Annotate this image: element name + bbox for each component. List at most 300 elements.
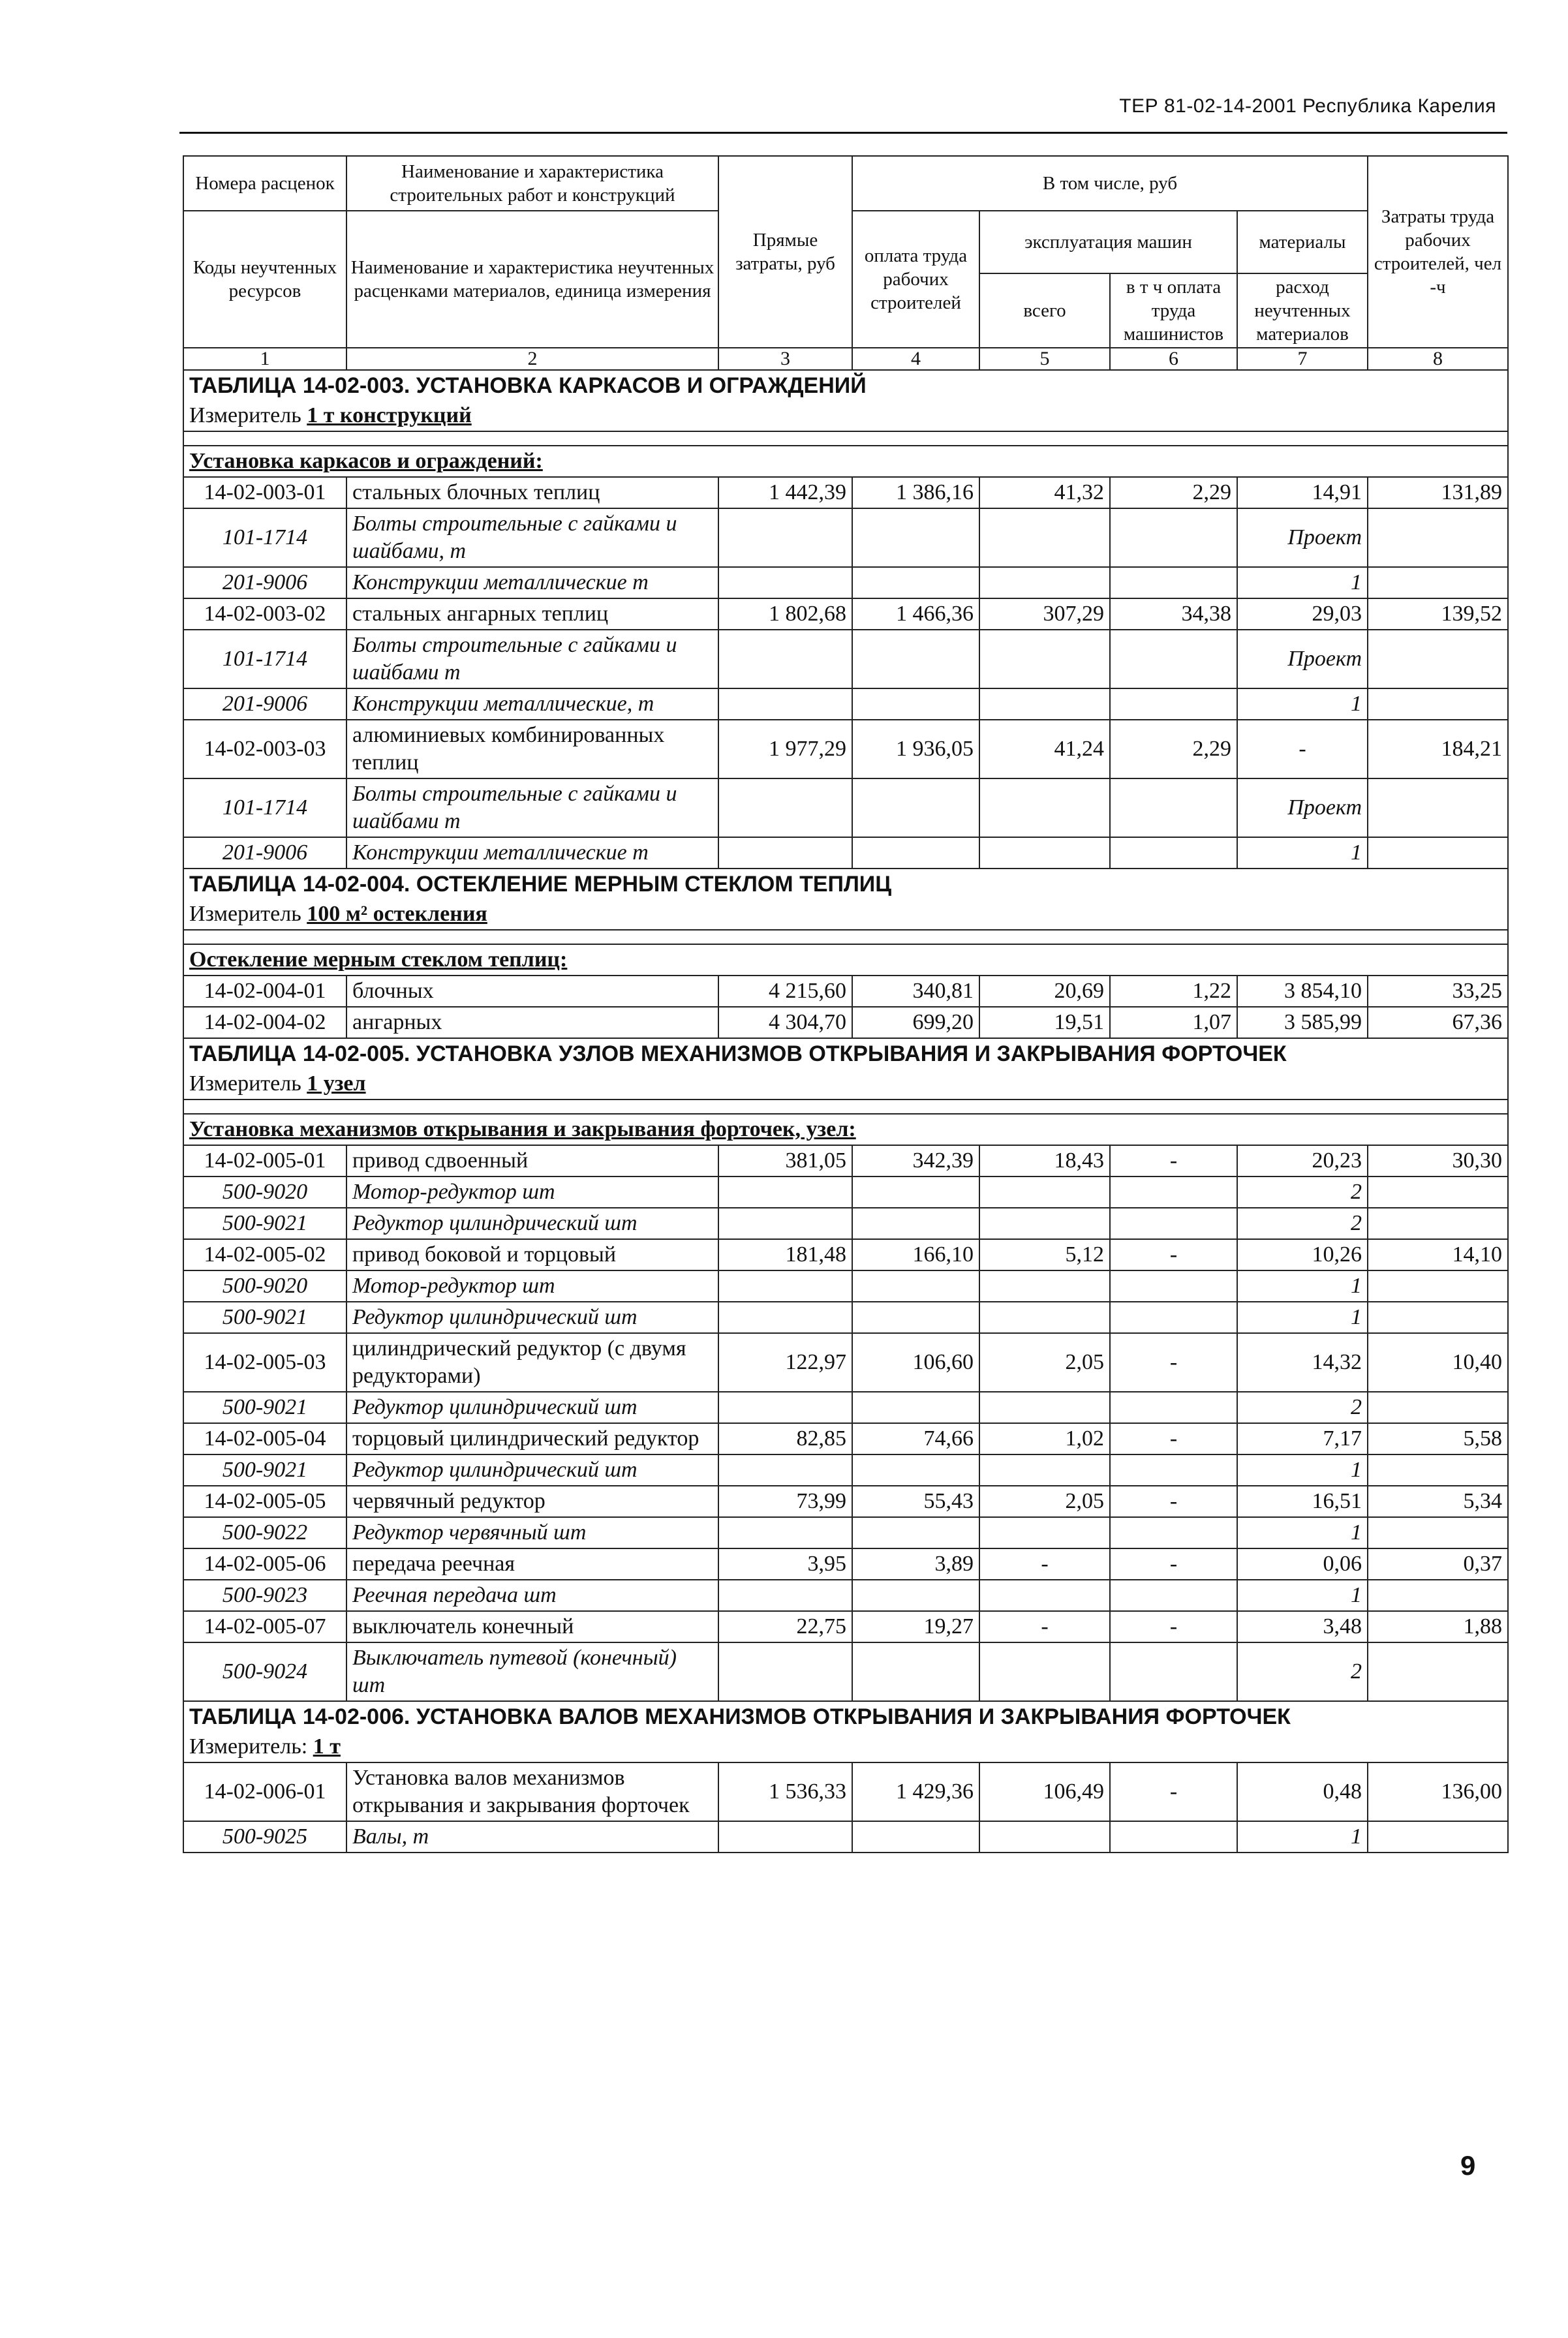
- table-cell: 2: [1237, 1177, 1368, 1208]
- table-cell: 500-9021: [183, 1392, 346, 1423]
- header-material-name: Наименование и характеристика неучтенных расценками материалов, единица измерения: [346, 211, 718, 348]
- table-cell: Конструкции металлические т: [346, 837, 718, 869]
- resource-row: [183, 1821, 1508, 1853]
- header-rate-number: Номера расценок: [183, 156, 346, 211]
- empty-cell: [1110, 1208, 1237, 1239]
- table-cell: 500-9021: [183, 1454, 346, 1486]
- table-cell: 2: [1237, 1392, 1368, 1423]
- table-cell: 1 977,29: [718, 720, 852, 778]
- table-cell: -: [1110, 1145, 1237, 1177]
- empty-cell: [1110, 1302, 1237, 1333]
- table-cell: 1 429,36: [852, 1762, 979, 1821]
- empty-cell: [1110, 508, 1237, 567]
- table-cell: 131,89: [1368, 477, 1508, 508]
- column-number: 1: [183, 348, 346, 370]
- table-cell: передача реечная: [346, 1548, 718, 1580]
- column-number: 4: [852, 348, 979, 370]
- table-cell: 500-9023: [183, 1580, 346, 1611]
- table-row: [183, 1486, 1508, 1517]
- table-cell: -: [1110, 1611, 1237, 1642]
- table-cell: 201-9006: [183, 688, 346, 720]
- empty-cell: [852, 688, 979, 720]
- resource-row: [183, 567, 1508, 598]
- empty-cell: [1110, 1177, 1237, 1208]
- resource-row: [183, 1208, 1508, 1239]
- column-numbers-row: [183, 348, 1508, 370]
- table-cell: -: [1110, 1486, 1237, 1517]
- table-cell: Проект: [1237, 508, 1368, 567]
- resource-row: [183, 778, 1508, 837]
- empty-cell: [1110, 630, 1237, 688]
- empty-cell: [183, 930, 1508, 944]
- table-cell: 34,38: [1110, 598, 1237, 630]
- table-cell: 14-02-006-01: [183, 1762, 346, 1821]
- table-cell: цилиндрический редуктор (с двумя редукторами): [346, 1333, 718, 1392]
- empty-cell: [979, 1580, 1110, 1611]
- table-cell: 14-02-004-02: [183, 1007, 346, 1038]
- table-cell: 699,20: [852, 1007, 979, 1038]
- table-cell: 14-02-003-03: [183, 720, 346, 778]
- empty-cell: [979, 508, 1110, 567]
- empty-cell: [979, 1208, 1110, 1239]
- empty-cell: [1110, 1642, 1237, 1701]
- empty-cell: [852, 1821, 979, 1853]
- table-cell: 342,39: [852, 1145, 979, 1177]
- empty-cell: [1110, 1392, 1237, 1423]
- column-number: 7: [1237, 348, 1368, 370]
- table-cell: 1: [1237, 567, 1368, 598]
- empty-cell: [1368, 567, 1508, 598]
- table-cell: привод сдвоенный: [346, 1145, 718, 1177]
- table-cell: 73,99: [718, 1486, 852, 1517]
- empty-cell: [852, 837, 979, 869]
- empty-cell: [852, 1454, 979, 1486]
- table-cell: 500-9021: [183, 1208, 346, 1239]
- table-cell: 41,24: [979, 720, 1110, 778]
- table-cell: Конструкции металлические т: [346, 567, 718, 598]
- empty-cell: [852, 1208, 979, 1239]
- column-number: 6: [1110, 348, 1237, 370]
- table-cell: 4 215,60: [718, 976, 852, 1007]
- table-cell: Редуктор цилиндрический шт: [346, 1392, 718, 1423]
- table-cell: 106,49: [979, 1762, 1110, 1821]
- table-cell: 0,48: [1237, 1762, 1368, 1821]
- empty-cell: [1110, 1270, 1237, 1302]
- table-cell: Выключатель путевой (конечный) шт: [346, 1642, 718, 1701]
- table-cell: Реечная передача шт: [346, 1580, 718, 1611]
- table-006-title: ТАБЛИЦА 14-02-006. УСТАНОВКА ВАЛОВ МЕХАНИЗМОВ ОТКРЫВАНИЯ И ЗАКРЫВАНИЯ ФОРТОЧЕК: [183, 1701, 1508, 1732]
- empty-cell: [718, 1392, 852, 1423]
- table-row: [183, 976, 1508, 1007]
- table-cell: 14-02-005-05: [183, 1486, 346, 1517]
- table-cell: 0,37: [1368, 1548, 1508, 1580]
- empty-cell: [852, 1517, 979, 1548]
- empty-cell: [1368, 1454, 1508, 1486]
- table-cell: 1 442,39: [718, 477, 852, 508]
- table-cell: 3,89: [852, 1548, 979, 1580]
- table-cell: 181,48: [718, 1239, 852, 1270]
- table-cell: 29,03: [1237, 598, 1368, 630]
- table-cell: 30,30: [1368, 1145, 1508, 1177]
- table-row: [183, 1762, 1508, 1821]
- empty-cell: [979, 1392, 1110, 1423]
- table-cell: 2,29: [1110, 720, 1237, 778]
- table-cell: 166,10: [852, 1239, 979, 1270]
- table-cell: 1: [1237, 1580, 1368, 1611]
- table-cell: 33,25: [1368, 976, 1508, 1007]
- empty-cell: [718, 1454, 852, 1486]
- column-number: 8: [1368, 348, 1508, 370]
- table-cell: 14-02-005-06: [183, 1548, 346, 1580]
- table-cell: -: [1110, 1333, 1237, 1392]
- empty-cell: [1368, 1208, 1508, 1239]
- table-cell: 1: [1237, 1302, 1368, 1333]
- table-cell: 500-9021: [183, 1302, 346, 1333]
- empty-cell: [979, 1517, 1110, 1548]
- table-cell: 1: [1237, 837, 1368, 869]
- table-cell: Редуктор цилиндрический шт: [346, 1302, 718, 1333]
- table-cell: 101-1714: [183, 630, 346, 688]
- table-004-measure: Измеритель 100 м² остекления: [183, 899, 1508, 930]
- table-cell: 10,40: [1368, 1333, 1508, 1392]
- table-cell: 14,91: [1237, 477, 1368, 508]
- table-cell: привод боковой и торцовый: [346, 1239, 718, 1270]
- table-cell: 1 802,68: [718, 598, 852, 630]
- resource-row: [183, 1454, 1508, 1486]
- table-cell: 340,81: [852, 976, 979, 1007]
- empty-cell: [1110, 1454, 1237, 1486]
- header-including: В том числе, руб: [852, 156, 1368, 211]
- empty-cell: [1368, 688, 1508, 720]
- table-cell: 2,05: [979, 1486, 1110, 1517]
- empty-cell: [979, 1642, 1110, 1701]
- table-005-section: Установка механизмов открывания и закрывания форточек, узел:: [183, 1114, 1508, 1145]
- table-cell: стальных блочных теплиц: [346, 477, 718, 508]
- table-cell: Конструкции металлические, т: [346, 688, 718, 720]
- table-cell: 1 386,16: [852, 477, 979, 508]
- table-cell: Болты строительные с гайками и шайбами т: [346, 778, 718, 837]
- table-row: [183, 720, 1508, 778]
- header-unaccounted-materials: расход неучтенных материалов: [1237, 273, 1368, 348]
- empty-cell: [718, 1302, 852, 1333]
- header-machines: эксплуатация машин: [979, 211, 1237, 273]
- empty-cell: [1368, 1392, 1508, 1423]
- empty-cell: [979, 1821, 1110, 1853]
- table-cell: 67,36: [1368, 1007, 1508, 1038]
- empty-cell: [979, 567, 1110, 598]
- empty-cell: [979, 778, 1110, 837]
- table-cell: алюминиевых комбинированных теплиц: [346, 720, 718, 778]
- table-cell: 101-1714: [183, 778, 346, 837]
- table-cell: 1: [1237, 1821, 1368, 1853]
- empty-cell: [1368, 630, 1508, 688]
- empty-cell: [1110, 778, 1237, 837]
- empty-cell: [183, 431, 1508, 446]
- table-cell: 307,29: [979, 598, 1110, 630]
- document-header: ТЕР 81-02-14-2001 Республика Карелия: [1119, 95, 1496, 117]
- table-cell: Валы, т: [346, 1821, 718, 1853]
- empty-cell: [1368, 508, 1508, 567]
- header-labor-hours: Затраты труда рабочих строителей, чел -ч: [1368, 156, 1508, 348]
- empty-cell: [852, 1270, 979, 1302]
- table-cell: Болты строительные с гайками и шайбами т: [346, 630, 718, 688]
- resource-row: [183, 508, 1508, 567]
- table-cell: выключатель конечный: [346, 1611, 718, 1642]
- empty-cell: [852, 630, 979, 688]
- table-cell: 101-1714: [183, 508, 346, 567]
- table-cell: 3,48: [1237, 1611, 1368, 1642]
- table-cell: 2: [1237, 1208, 1368, 1239]
- table-cell: 1 466,36: [852, 598, 979, 630]
- empty-cell: [1368, 837, 1508, 869]
- header-rule: [179, 132, 1507, 134]
- page-number: 9: [1460, 2150, 1476, 2181]
- table-cell: Мотор-редуктор шт: [346, 1270, 718, 1302]
- table-cell: 7,17: [1237, 1423, 1368, 1454]
- table-cell: 1 536,33: [718, 1762, 852, 1821]
- table-cell: 184,21: [1368, 720, 1508, 778]
- empty-cell: [718, 1821, 852, 1853]
- header-resource-codes: Коды неучтенных ресурсов: [183, 211, 346, 348]
- empty-cell: [979, 688, 1110, 720]
- table-cell: 381,05: [718, 1145, 852, 1177]
- table-cell: 1,22: [1110, 976, 1237, 1007]
- empty-cell: [1110, 1517, 1237, 1548]
- table-cell: Редуктор червячный шт: [346, 1517, 718, 1548]
- table-cell: ангарных: [346, 1007, 718, 1038]
- empty-cell: [852, 1580, 979, 1611]
- table-006-measure: Измеритель: 1 т: [183, 1732, 1508, 1762]
- table-cell: 5,34: [1368, 1486, 1508, 1517]
- table-cell: -: [1110, 1548, 1237, 1580]
- table-cell: 2: [1237, 1642, 1368, 1701]
- empty-cell: [979, 1454, 1110, 1486]
- rates-table: [183, 155, 1509, 1853]
- table-cell: -: [1237, 720, 1368, 778]
- table-cell: 14-02-005-04: [183, 1423, 346, 1454]
- table-cell: 1,88: [1368, 1611, 1508, 1642]
- empty-cell: [979, 1270, 1110, 1302]
- table-cell: 1: [1237, 1517, 1368, 1548]
- table-cell: 14,10: [1368, 1239, 1508, 1270]
- table-row: [183, 1333, 1508, 1392]
- empty-cell: [979, 1177, 1110, 1208]
- table-cell: -: [1110, 1239, 1237, 1270]
- table-cell: 1: [1237, 1270, 1368, 1302]
- table-cell: 10,26: [1237, 1239, 1368, 1270]
- table-cell: 55,43: [852, 1486, 979, 1517]
- table-cell: 500-9024: [183, 1642, 346, 1701]
- table-cell: 500-9020: [183, 1177, 346, 1208]
- empty-cell: [852, 1642, 979, 1701]
- table-cell: 20,23: [1237, 1145, 1368, 1177]
- table-cell: стальных ангарных теплиц: [346, 598, 718, 630]
- empty-cell: [718, 1270, 852, 1302]
- resource-row: [183, 630, 1508, 688]
- table-cell: Проект: [1237, 778, 1368, 837]
- table-cell: 1,02: [979, 1423, 1110, 1454]
- table-cell: Проект: [1237, 630, 1368, 688]
- table-003-measure: Измеритель 1 т конструкций: [183, 401, 1508, 431]
- empty-cell: [718, 778, 852, 837]
- table-cell: 14-02-005-01: [183, 1145, 346, 1177]
- resource-row: [183, 1580, 1508, 1611]
- table-cell: 14-02-003-02: [183, 598, 346, 630]
- table-cell: 18,43: [979, 1145, 1110, 1177]
- empty-cell: [718, 837, 852, 869]
- empty-cell: [1368, 1270, 1508, 1302]
- table-cell: 4 304,70: [718, 1007, 852, 1038]
- table-003-section: Установка каркасов и ограждений:: [183, 446, 1508, 477]
- table-cell: 1: [1237, 1454, 1368, 1486]
- table-row: [183, 1423, 1508, 1454]
- table-cell: 22,75: [718, 1611, 852, 1642]
- empty-cell: [718, 1580, 852, 1611]
- empty-cell: [1368, 1642, 1508, 1701]
- table-005-measure: Измеритель 1 узел: [183, 1069, 1508, 1100]
- table-004-title: ТАБЛИЦА 14-02-004. ОСТЕКЛЕНИЕ МЕРНЫМ СТЕКЛОМ ТЕПЛИЦ: [183, 869, 1508, 899]
- empty-cell: [1368, 778, 1508, 837]
- table-cell: 14,32: [1237, 1333, 1368, 1392]
- table-cell: 14-02-004-01: [183, 976, 346, 1007]
- table-row: [183, 1145, 1508, 1177]
- column-number: 5: [979, 348, 1110, 370]
- table-cell: -: [1110, 1423, 1237, 1454]
- column-number: 2: [346, 348, 718, 370]
- empty-cell: [852, 567, 979, 598]
- resource-row: [183, 1270, 1508, 1302]
- empty-cell: [183, 1100, 1508, 1114]
- header-work-name: Наименование и характеристика строительных работ и конструкций: [346, 156, 718, 211]
- empty-cell: [852, 1302, 979, 1333]
- resource-row: [183, 688, 1508, 720]
- table-cell: Редуктор цилиндрический шт: [346, 1208, 718, 1239]
- table-cell: 19,27: [852, 1611, 979, 1642]
- empty-cell: [1368, 1517, 1508, 1548]
- table-cell: 16,51: [1237, 1486, 1368, 1517]
- table-cell: 14-02-005-03: [183, 1333, 346, 1392]
- table-cell: -: [1110, 1762, 1237, 1821]
- table-cell: 136,00: [1368, 1762, 1508, 1821]
- resource-row: [183, 837, 1508, 869]
- empty-cell: [718, 1208, 852, 1239]
- table-cell: -: [979, 1548, 1110, 1580]
- empty-cell: [979, 630, 1110, 688]
- table-row: [183, 598, 1508, 630]
- table-cell: 500-9020: [183, 1270, 346, 1302]
- table-cell: 139,52: [1368, 598, 1508, 630]
- empty-cell: [718, 567, 852, 598]
- table-cell: Болты строительные с гайками и шайбами, т: [346, 508, 718, 567]
- empty-cell: [852, 1392, 979, 1423]
- header-machinist-pay: в т ч оплата труда машинистов: [1110, 273, 1237, 348]
- table-cell: 3,95: [718, 1548, 852, 1580]
- table-cell: 1: [1237, 688, 1368, 720]
- empty-cell: [979, 837, 1110, 869]
- empty-cell: [852, 1177, 979, 1208]
- table-cell: 5,12: [979, 1239, 1110, 1270]
- table-cell: Мотор-редуктор шт: [346, 1177, 718, 1208]
- resource-row: [183, 1392, 1508, 1423]
- table-cell: 0,06: [1237, 1548, 1368, 1580]
- table-cell: блочных: [346, 976, 718, 1007]
- empty-cell: [718, 630, 852, 688]
- table-row: [183, 1239, 1508, 1270]
- table-cell: 14-02-005-02: [183, 1239, 346, 1270]
- empty-cell: [1368, 1821, 1508, 1853]
- table-row: [183, 477, 1508, 508]
- table-cell: Установка валов механизмов открывания и закрывания форточек: [346, 1762, 718, 1821]
- empty-cell: [979, 1302, 1110, 1333]
- table-cell: торцовый цилиндрический редуктор: [346, 1423, 718, 1454]
- table-cell: -: [979, 1611, 1110, 1642]
- empty-cell: [718, 688, 852, 720]
- table-cell: 500-9025: [183, 1821, 346, 1853]
- table-cell: 5,58: [1368, 1423, 1508, 1454]
- header-direct-costs: Прямые затраты, руб: [718, 156, 852, 348]
- empty-cell: [1368, 1177, 1508, 1208]
- empty-cell: [718, 1517, 852, 1548]
- table-cell: 14-02-005-07: [183, 1611, 346, 1642]
- table-003-title: ТАБЛИЦА 14-02-003. УСТАНОВКА КАРКАСОВ И ОГРАЖДЕНИЙ: [183, 370, 1508, 401]
- table-cell: 74,66: [852, 1423, 979, 1454]
- table-cell: 2,29: [1110, 477, 1237, 508]
- resource-row: [183, 1177, 1508, 1208]
- table-cell: Редуктор цилиндрический шт: [346, 1454, 718, 1486]
- empty-cell: [1110, 837, 1237, 869]
- table-cell: 122,97: [718, 1333, 852, 1392]
- header-materials: материалы: [1237, 211, 1368, 273]
- empty-cell: [1368, 1580, 1508, 1611]
- table-cell: 41,32: [979, 477, 1110, 508]
- empty-cell: [1110, 567, 1237, 598]
- table-cell: 19,51: [979, 1007, 1110, 1038]
- header-machines-total: всего: [979, 273, 1110, 348]
- empty-cell: [1110, 1821, 1237, 1853]
- table-cell: 3 585,99: [1237, 1007, 1368, 1038]
- table-header: [183, 156, 1508, 348]
- table-cell: 201-9006: [183, 837, 346, 869]
- table-004-section: Остекление мерным стеклом теплиц:: [183, 944, 1508, 976]
- header-worker-pay: оплата труда рабочих строителей: [852, 211, 979, 348]
- empty-cell: [718, 1177, 852, 1208]
- table-cell: червячный редуктор: [346, 1486, 718, 1517]
- table-row: [183, 1007, 1508, 1038]
- table-005-title: ТАБЛИЦА 14-02-005. УСТАНОВКА УЗЛОВ МЕХАНИЗМОВ ОТКРЫВАНИЯ И ЗАКРЫВАНИЯ ФОРТОЧЕК: [183, 1038, 1508, 1069]
- table-cell: 1,07: [1110, 1007, 1237, 1038]
- table-cell: 3 854,10: [1237, 976, 1368, 1007]
- resource-row: [183, 1517, 1508, 1548]
- empty-cell: [1368, 1302, 1508, 1333]
- empty-cell: [852, 778, 979, 837]
- table-cell: 1 936,05: [852, 720, 979, 778]
- empty-cell: [852, 508, 979, 567]
- resource-row: [183, 1302, 1508, 1333]
- table-cell: 106,60: [852, 1333, 979, 1392]
- table-cell: 20,69: [979, 976, 1110, 1007]
- table-row: [183, 1548, 1508, 1580]
- empty-cell: [718, 1642, 852, 1701]
- empty-cell: [1110, 1580, 1237, 1611]
- table-cell: 14-02-003-01: [183, 477, 346, 508]
- table-cell: 2,05: [979, 1333, 1110, 1392]
- table-cell: 500-9022: [183, 1517, 346, 1548]
- empty-cell: [718, 508, 852, 567]
- table-row: [183, 1611, 1508, 1642]
- empty-cell: [1110, 688, 1237, 720]
- table-cell: 201-9006: [183, 567, 346, 598]
- resource-row: [183, 1642, 1508, 1701]
